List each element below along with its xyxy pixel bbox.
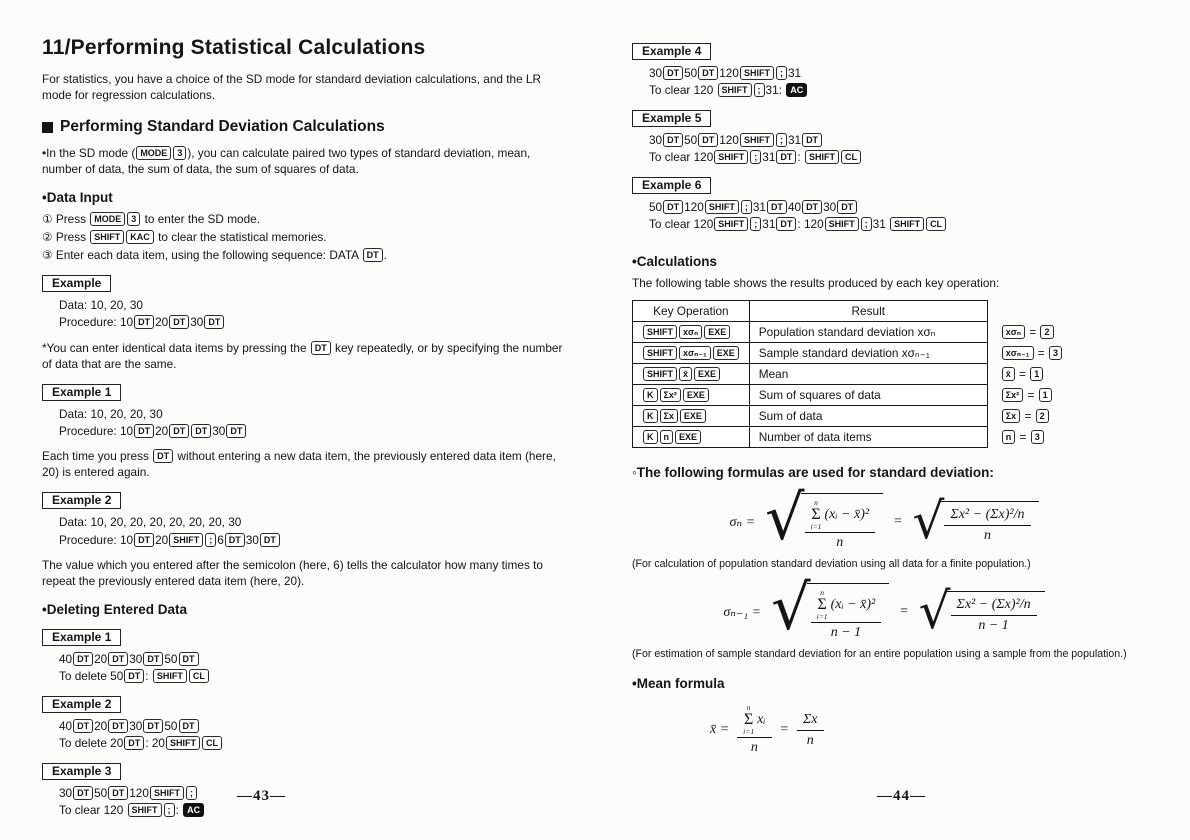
result-cell: Number of data items [749, 427, 987, 448]
key-3: 3 [127, 212, 140, 226]
mean-formula-heading: •Mean formula [632, 676, 725, 692]
formulas-heading: ◦The following formulas are used for standard deviation: [632, 465, 994, 481]
example-line: 30 DT 50 DT 120 SHIFT ; [59, 785, 572, 801]
radicand [947, 591, 1045, 634]
example-1-box [42, 383, 572, 439]
example-2-box [42, 491, 572, 547]
example-line: 50 DT 120 SHIFT ; 31 DT 40 DT 30 DT [649, 199, 1160, 215]
key-SHIFT: SHIFT [643, 346, 677, 360]
equals-sign: = [893, 514, 903, 530]
radicand [807, 583, 890, 641]
key-DT: DT [776, 150, 796, 164]
denominator: n [836, 535, 844, 551]
key-DT: DT [663, 66, 683, 80]
example-label: Example 6 [632, 177, 711, 194]
key-;: ; [164, 803, 175, 817]
key-AC: AC [183, 803, 204, 817]
key-1: 1 [1030, 367, 1043, 381]
table-row [633, 343, 1073, 364]
key-AC: AC [786, 83, 807, 97]
key-DT: DT [802, 133, 822, 147]
numerator: Σx² − (Σx)²/n [951, 597, 1037, 616]
radical-sign-icon: √ [771, 571, 811, 645]
equals-sign: = [779, 722, 789, 738]
key-DT: DT [837, 200, 857, 214]
key-EXE: EXE [704, 325, 730, 339]
key-3: 3 [173, 146, 186, 160]
fraction [797, 712, 824, 749]
table-header-row [633, 301, 1073, 322]
result-cell: Population standard deviation xσₙ [749, 322, 987, 343]
key-;: ; [861, 217, 872, 231]
data-input-heading: •Data Input [42, 190, 113, 206]
example-label: Example 2 [42, 696, 121, 713]
example-body [59, 406, 572, 439]
col-header-result: Result [749, 301, 987, 322]
key-3: 3 [1031, 430, 1044, 444]
key-DT: DT [663, 133, 683, 147]
step-1: ① Press MODE 3 to enter the SD mode. [42, 212, 261, 227]
table-row [633, 406, 1073, 427]
key-K: K [643, 388, 658, 402]
key-K: K [643, 430, 658, 444]
example-label: Example 3 [42, 763, 121, 780]
key-DT: DT [698, 133, 718, 147]
key-DT: DT [776, 217, 796, 231]
page-number-44: —44— [877, 788, 926, 804]
calculations-intro: The following table shows the results produced by each key operation: [632, 276, 1000, 291]
key-EXE: EXE [683, 388, 709, 402]
example-line: To delete 20 DT : 20 SHIFT CL [59, 735, 572, 751]
key-DT: DT [169, 315, 189, 329]
key-assignment: x̄ = 1 [987, 364, 1072, 385]
key-DT: DT [124, 669, 144, 683]
key-assignment: xσₙ₋₁ = 3 [987, 343, 1072, 364]
calculations-heading: •Calculations [632, 254, 717, 270]
key-SHIFT: SHIFT [705, 200, 739, 214]
summation-icon [811, 499, 822, 530]
section-heading-standard-deviation [42, 118, 572, 136]
deleting-example-2-box [42, 695, 572, 751]
example-label: Example 4 [632, 43, 711, 60]
radical-expression [912, 491, 1039, 550]
identical-data-note: *You can enter identical data items by pressing the DT key repeatedly, or by specifying the number of data that are the same. [42, 341, 563, 372]
key-SHIFT: SHIFT [714, 150, 748, 164]
key-DT: DT [204, 315, 224, 329]
key-n: n [660, 430, 674, 444]
equals-sign: = [899, 604, 909, 620]
key-SHIFT: SHIFT [718, 83, 752, 97]
key-KAC: KAC [126, 230, 154, 244]
table-row [633, 427, 1073, 448]
key-DT: DT [767, 200, 787, 214]
example-line: To clear 120 SHIFT ; 31 DT : SHIFT CL [649, 149, 1160, 165]
page-number-43: —43— [237, 788, 286, 804]
fraction [811, 589, 882, 641]
key-sequence-cell [633, 343, 750, 364]
table-row [633, 364, 1073, 385]
key-Σx²: Σx² [1002, 388, 1023, 402]
radicand [801, 493, 884, 551]
deleting-data-heading: •Deleting Entered Data [42, 601, 188, 617]
example-body [59, 785, 572, 818]
example-line: 40 DT 20 DT 30 DT 50 DT [59, 718, 572, 734]
example-line: 30 DT 50 DT 120 SHIFT ; 31 [649, 66, 802, 80]
sum-lower-limit: i=1 [743, 726, 755, 736]
deleting-example-1-box [42, 628, 572, 684]
key-;: ; [754, 83, 765, 97]
fraction [944, 507, 1030, 544]
key-sequence-cell [633, 322, 750, 343]
key-DT: DT [179, 719, 199, 733]
key-DT: DT [124, 736, 144, 750]
radical-sign-icon: √ [765, 481, 805, 555]
sigma-n-minus-1-caption: (For estimation of sample standard deviation for an entire population using a sample from the population.) [632, 648, 1127, 661]
key-assignment: xσₙ = 2 [987, 322, 1072, 343]
example-body [59, 297, 572, 330]
key-EXE: EXE [675, 430, 701, 444]
key-DT: DT [698, 66, 718, 80]
key-Σx: Σx [660, 409, 678, 423]
key-CL: CL [841, 150, 861, 164]
key-EXE: EXE [713, 346, 739, 360]
key-SHIFT: SHIFT [166, 736, 200, 750]
key-DT: DT [802, 200, 822, 214]
example-line: Data: 10, 20, 20, 30 [59, 407, 163, 422]
numerator [805, 499, 876, 533]
key-DT: DT [363, 248, 383, 262]
key-EXE: EXE [694, 367, 720, 381]
example-label: Example [42, 275, 111, 292]
example-body [649, 132, 1160, 165]
col-header-key-operation: Key Operation [633, 301, 750, 322]
data-input-steps [42, 211, 572, 263]
sd-mode-note: •In the SD mode ( MODE 3 ), you can calculate paired two types of standard deviation, mean, number of data, the sum of data, the sum of squares of data. [42, 146, 531, 177]
key-MODE: MODE [90, 212, 125, 226]
key-sequence-cell [633, 406, 750, 427]
numerator: Σx² − (Σx)²/n [944, 507, 1030, 526]
result-cell: Sum of data [749, 406, 987, 427]
key-DT: DT [225, 533, 245, 547]
key-;: ; [750, 217, 761, 231]
key-DT: DT [73, 786, 93, 800]
denominator: n [750, 740, 758, 756]
key-CL: CL [202, 736, 222, 750]
example-line: 30 DT 50 DT 120 SHIFT ; 31 DT [649, 132, 1160, 148]
key-DT: DT [153, 449, 173, 463]
key-;: ; [741, 200, 752, 214]
summation-icon [743, 704, 754, 735]
example-line: 40 DT 20 DT 30 DT 50 DT [59, 651, 572, 667]
key-2: 2 [1040, 325, 1053, 339]
sum-expression: xᵢ [757, 711, 766, 727]
key-SHIFT: SHIFT [805, 150, 839, 164]
key-xσₙ₋₁: xσₙ₋₁ [1002, 346, 1034, 360]
example-line: Procedure: 10 DT 20 SHIFT ; 6 DT 30 DT [59, 532, 572, 548]
key-SHIFT: SHIFT [825, 217, 859, 231]
example-body [649, 65, 1160, 98]
key-;: ; [205, 533, 216, 547]
example-line: To clear 120 SHIFT ; 31 DT : 120 SHIFT ; 31 SHIFT CL [649, 216, 1160, 232]
radicand [940, 501, 1038, 544]
key-K: K [643, 409, 658, 423]
key-SHIFT: SHIFT [169, 533, 203, 547]
denominator: n − 1 [978, 617, 1009, 633]
formula-lhs: x̄ = [710, 722, 730, 738]
key-DT: DT [134, 315, 154, 329]
result-cell: Sample standard deviation xσₙ₋₁ [749, 343, 987, 364]
key-3: 3 [1049, 346, 1062, 360]
key-MODE: MODE [136, 146, 171, 160]
summation-icon [817, 589, 828, 620]
key-DT: DT [260, 533, 280, 547]
key-Σx²: Σx² [660, 388, 681, 402]
fraction [737, 704, 771, 756]
page-43 [42, 36, 572, 819]
key-DT: DT [73, 652, 93, 666]
key-DT: DT [179, 652, 199, 666]
spacer-cell [987, 301, 1072, 322]
chapter-title: 11/Performing Statistical Calculations [42, 36, 426, 59]
dt-repeat-paragraph: Each time you press DT without entering a new data item, the previously entered data item (here, 20) is entered again. [42, 449, 556, 480]
key-;: ; [750, 150, 761, 164]
key-Σx: Σx [1002, 409, 1020, 423]
example-label: Example 5 [632, 110, 711, 127]
key-CL: CL [189, 669, 209, 683]
step-2: ② Press SHIFT KAC to clear the statistical memories. [42, 230, 327, 245]
key-EXE: EXE [680, 409, 706, 423]
section-heading-text: Performing Standard Deviation Calculations [60, 118, 385, 136]
key-SHIFT: SHIFT [740, 66, 774, 80]
sum-expression: (xᵢ − x̄)² [830, 596, 876, 612]
sum-upper-limit: n [814, 498, 818, 508]
key-xσₙ₋₁: xσₙ₋₁ [679, 346, 711, 360]
formula-lhs: σₙ = [729, 514, 756, 530]
semicolon-paragraph: The value which you entered after the semicolon (here, 6) tells the calculator how many times to repeat the previously entered data item (here, 20). [42, 557, 543, 588]
key-;: ; [186, 786, 197, 800]
denominator: n [983, 527, 991, 543]
key-SHIFT: SHIFT [643, 325, 677, 339]
key-SHIFT: SHIFT [153, 669, 187, 683]
key-SHIFT: SHIFT [128, 803, 162, 817]
key-x̄: x̄ [1002, 367, 1015, 381]
example-label: Example 1 [42, 629, 121, 646]
example-box [42, 274, 572, 330]
radical-sign-icon: √ [918, 581, 951, 640]
intro-paragraph: For statistics, you have a choice of the SD mode for standard deviation calculations, and the LR mode for regression calculations. [42, 72, 542, 103]
example-line: To delete 50 DT : SHIFT CL [59, 668, 572, 684]
key-assignment: Σx² = 1 [987, 385, 1072, 406]
key-DT: DT [73, 719, 93, 733]
step-3: ③ Enter each data item, using the following sequence: DATA DT . [42, 248, 387, 263]
key-DT: DT [191, 424, 211, 438]
radical-expression [771, 571, 889, 645]
sigma-n-formula [632, 481, 1130, 555]
example-line: Data: 10, 20, 20, 20, 20, 20, 20, 30 [59, 515, 242, 530]
example-label: Example 1 [42, 384, 121, 401]
page-44 [632, 42, 1160, 763]
table-row [633, 322, 1073, 343]
key-DT: DT [143, 719, 163, 733]
key-;: ; [776, 66, 787, 80]
key-DT: DT [108, 786, 128, 800]
example-body [649, 199, 1160, 232]
key-SHIFT: SHIFT [714, 217, 748, 231]
result-cell: Sum of squares of data [749, 385, 987, 406]
key-DT: DT [663, 200, 683, 214]
sum-lower-limit: i=1 [810, 521, 822, 531]
key-sequence-cell [633, 427, 750, 448]
key-SHIFT: SHIFT [890, 217, 924, 231]
mean-formula [702, 704, 1130, 756]
key-operation-table [632, 300, 1073, 448]
key-DT: DT [143, 652, 163, 666]
fraction [805, 499, 876, 551]
table-row [633, 385, 1073, 406]
example-4-box [632, 42, 1160, 98]
key-CL: CL [926, 217, 946, 231]
key-;: ; [776, 133, 787, 147]
key-1: 1 [1039, 388, 1052, 402]
key-SHIFT: SHIFT [150, 786, 184, 800]
sum-upper-limit: n [820, 588, 824, 598]
key-DT: DT [134, 533, 154, 547]
numerator [811, 589, 882, 623]
sum-symbol: Σ [817, 595, 827, 613]
example-body [59, 718, 572, 751]
example-line: Procedure: 10 DT 20 DT 30 DT [59, 314, 572, 330]
radical-expression [765, 481, 883, 555]
radical-sign-icon: √ [912, 491, 945, 550]
sigma-n-caption: (For calculation of population standard deviation using all data for a finite population.) [632, 558, 1031, 571]
sum-upper-limit: n [746, 703, 751, 713]
denominator: n [806, 732, 814, 748]
sigma-n-minus-1-formula [632, 571, 1130, 645]
example-line: Procedure: 10 DT 20 DT DT 30 DT [59, 423, 572, 439]
key-xσₙ: xσₙ [679, 325, 702, 339]
numerator: Σx [797, 712, 824, 731]
deleting-example-3-box [42, 762, 572, 818]
key-DT: DT [226, 424, 246, 438]
key-DT: DT [311, 341, 331, 355]
key-assignment: n = 3 [987, 427, 1072, 448]
example-line: Data: 10, 20, 30 [59, 298, 143, 313]
key-n: n [1002, 430, 1016, 444]
key-sequence-cell [633, 364, 750, 385]
fraction [951, 597, 1037, 634]
key-DT: DT [108, 719, 128, 733]
key-xσₙ: xσₙ [1002, 325, 1025, 339]
result-cell: Mean [749, 364, 987, 385]
key-SHIFT: SHIFT [643, 367, 677, 381]
key-x̄: x̄ [679, 367, 692, 381]
key-2: 2 [1036, 409, 1049, 423]
denominator: n − 1 [830, 625, 862, 641]
radical-expression [918, 581, 1045, 640]
example-line: To clear 120 SHIFT ; 31: AC [649, 82, 1160, 98]
key-sequence-cell [633, 385, 750, 406]
formula-lhs: σₙ₋₁ = [723, 604, 762, 620]
key-assignment: Σx = 2 [987, 406, 1072, 427]
key-DT: DT [108, 652, 128, 666]
example-body [59, 514, 572, 547]
numerator [737, 704, 771, 738]
example-label: Example 2 [42, 492, 121, 509]
key-DT: DT [169, 424, 189, 438]
example-5-box [632, 109, 1160, 165]
sum-lower-limit: i=1 [816, 611, 828, 621]
example-line: To clear 120 SHIFT ; : AC [59, 802, 572, 818]
sum-symbol: Σ [811, 505, 821, 523]
key-SHIFT: SHIFT [740, 133, 774, 147]
key-DT: DT [134, 424, 154, 438]
example-6-box [632, 176, 1160, 232]
sum-symbol: Σ [743, 710, 754, 728]
example-body [59, 651, 572, 684]
sum-expression: (xᵢ − x̄)² [824, 506, 870, 522]
key-SHIFT: SHIFT [90, 230, 124, 244]
black-square-icon [42, 122, 53, 133]
